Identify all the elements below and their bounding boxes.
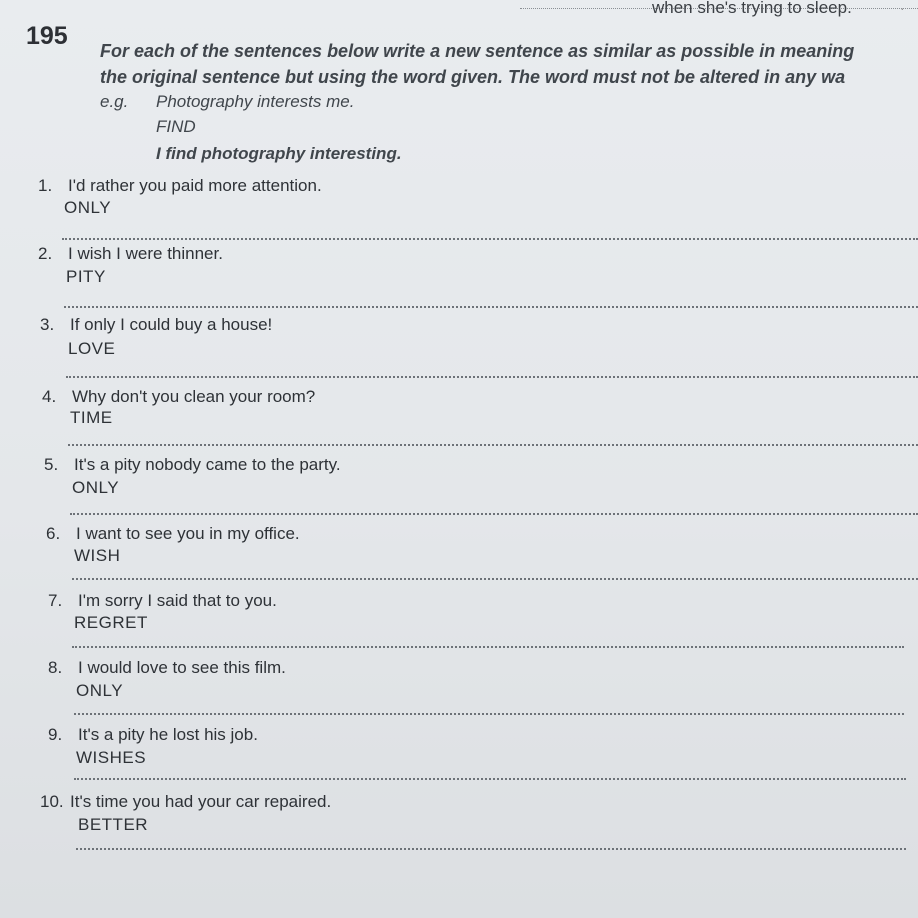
item-number: 6. [46, 524, 61, 543]
item-sentence-text: Why don't you clean your room? [72, 387, 316, 406]
item-sentence [44, 455, 341, 475]
answer-line[interactable] [70, 513, 918, 515]
item-key-word: PITY [66, 267, 106, 286]
item-key-word: WISHES [76, 748, 147, 767]
item-number: 8. [48, 658, 63, 677]
item-key-word: WISH [74, 546, 121, 565]
item-key-word: ONLY [76, 681, 124, 700]
example-sentence: Photography interests me. [156, 92, 355, 111]
item-sentence-text: I wish I were thinner. [68, 244, 223, 263]
item-sentence-text: I'd rather you paid more attention. [68, 176, 322, 195]
item-key-word: LOVE [68, 339, 116, 358]
example-prefix: e.g. [100, 92, 129, 111]
instruction-line-1: For each of the sentences below write a new sentence as similar as possible in meaning [100, 41, 855, 61]
item-sentence [42, 387, 315, 407]
item-sentence-text: It's a pity nobody came to the party. [74, 455, 341, 474]
answer-line[interactable] [72, 578, 918, 580]
item-number: 9. [48, 725, 63, 744]
item-sentence [40, 792, 331, 812]
item-number: 5. [44, 455, 59, 474]
item-number: 7. [48, 591, 63, 610]
answer-line[interactable] [72, 646, 904, 648]
item-key-word: ONLY [64, 198, 112, 217]
item-number: 3. [40, 315, 55, 334]
item-key-word: TIME [70, 408, 113, 427]
item-sentence-text: It's time you had your car repaired. [70, 792, 332, 811]
exercise-instruction [100, 38, 918, 90]
item-sentence [48, 725, 258, 745]
answer-line[interactable] [66, 376, 918, 378]
exercise-number: 195 [26, 22, 68, 50]
item-key-word: REGRET [74, 613, 148, 632]
item-sentence [48, 591, 277, 611]
previous-exercise-text: when she's trying to sleep. [652, 0, 852, 17]
item-sentence [46, 524, 300, 544]
item-key-word: BETTER [78, 815, 149, 834]
item-number: 1. [38, 176, 53, 195]
example-word: FIND [156, 117, 196, 136]
item-sentence [40, 315, 272, 335]
item-sentence-text: It's a pity he lost his job. [78, 725, 258, 744]
item-sentence [38, 176, 322, 196]
answer-line[interactable] [68, 444, 918, 446]
instruction-line-2: the original sentence but using the word given. The word must not be altered in any wa [100, 67, 846, 87]
item-number: 4. [42, 387, 57, 406]
item-number: 10. [40, 792, 64, 811]
answer-line[interactable] [62, 238, 918, 240]
example-answer: I find photography interesting. [156, 144, 402, 163]
answer-line[interactable] [74, 713, 904, 715]
item-sentence [38, 244, 223, 264]
item-sentence [48, 658, 286, 678]
item-sentence-text: I'm sorry I said that to you. [78, 591, 277, 610]
item-sentence-text: I would love to see this film. [78, 658, 286, 677]
answer-line[interactable] [74, 778, 906, 780]
item-key-word: ONLY [72, 478, 120, 497]
answer-line[interactable] [76, 848, 906, 850]
corner-mark: · [900, 0, 905, 16]
item-number: 2. [38, 244, 53, 263]
item-sentence-text: I want to see you in my office. [76, 524, 300, 543]
item-sentence-text: If only I could buy a house! [70, 315, 273, 334]
answer-line[interactable] [64, 306, 918, 308]
